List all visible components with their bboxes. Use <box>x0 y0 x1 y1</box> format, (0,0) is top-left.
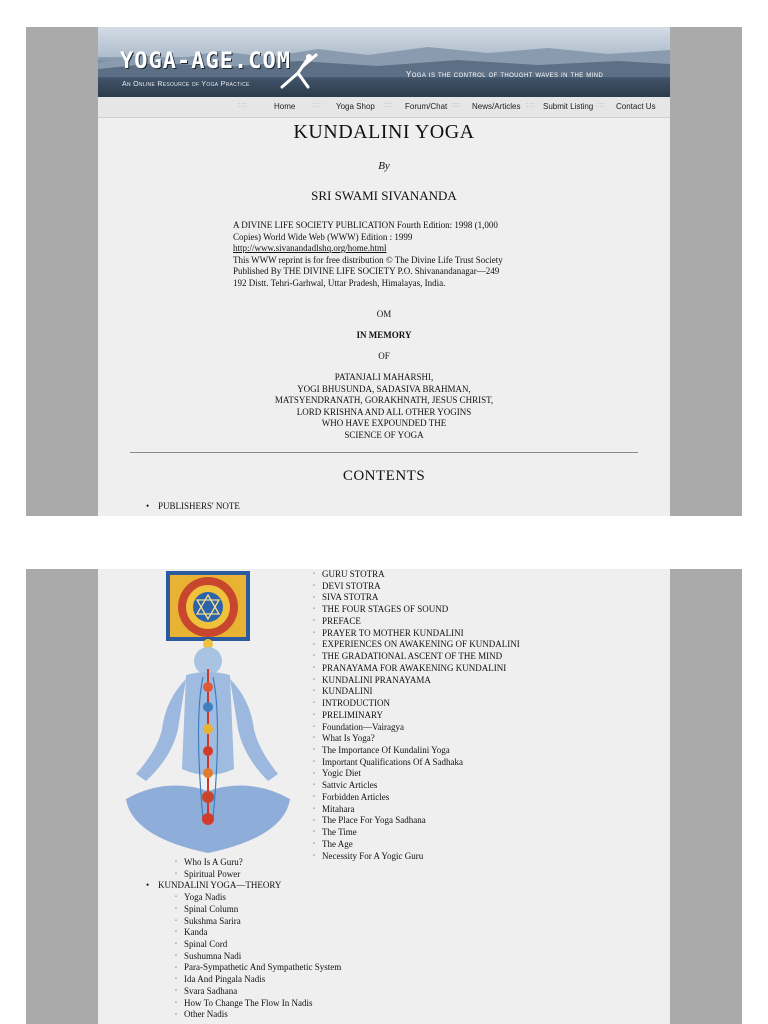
dedication-line: PATANJALI MAHARSHI, <box>334 372 434 382</box>
contents-item[interactable] <box>313 628 520 640</box>
contents-item[interactable] <box>146 880 341 892</box>
contents-item-label[interactable]: The Time <box>322 827 357 838</box>
document-page-1 <box>26 27 742 516</box>
document-title: KUNDALINI YOGA <box>293 121 475 143</box>
bullet-icon: ◦ <box>175 894 178 901</box>
pub-line: A DIVINE LIFE SOCIETY PUBLICATION Fourth Edition: 1998 (1,000 <box>233 220 498 230</box>
contents-item-label[interactable]: INTRODUCTION <box>322 698 390 709</box>
contents-item-label[interactable]: Important Qualifications Of A Sadhaka <box>322 756 463 767</box>
nav-separator: ::: <box>597 102 606 109</box>
bullet-icon: ◦ <box>175 941 178 948</box>
pub-line: Copies) World Wide Web (WWW) Edition : 1999 <box>233 231 413 242</box>
kundalini-chakra-figure <box>106 569 302 857</box>
bullet-icon: ◦ <box>175 917 178 924</box>
contents-item[interactable] <box>313 745 520 757</box>
bullet-icon: ◦ <box>313 805 316 812</box>
contents-item[interactable] <box>146 857 341 869</box>
nav-yoga-shop[interactable]: Yoga Shop <box>336 102 375 111</box>
contents-item-label[interactable]: Para-Sympathetic And Sympathetic System <box>184 962 342 973</box>
contents-item-label[interactable]: Sukshma Sarira <box>184 915 241 926</box>
nav-contact-us[interactable]: Contact Us <box>616 102 656 111</box>
contents-item-label[interactable]: Who Is A Guru? <box>184 857 243 867</box>
horizontal-rule <box>130 452 638 453</box>
contents-item[interactable] <box>313 839 520 851</box>
bullet-icon: ◦ <box>175 905 178 912</box>
site-banner <box>98 27 670 97</box>
contents-item[interactable] <box>313 710 520 722</box>
contents-item[interactable] <box>313 780 520 792</box>
bullet-icon: ◦ <box>313 852 316 859</box>
pub-link[interactable]: http://www.sivanandadlshq.org/home.html <box>233 243 387 253</box>
contents-item-label[interactable]: GURU STOTRA <box>322 569 385 579</box>
contents-item[interactable] <box>313 651 520 663</box>
contents-item-label[interactable]: Yogic Diet <box>322 768 361 779</box>
top-nav <box>98 97 670 118</box>
contents-item[interactable] <box>313 827 520 839</box>
page-2-content <box>98 569 670 1024</box>
publication-info <box>233 220 543 289</box>
contents-item-label[interactable]: Forbidden Articles <box>322 791 390 802</box>
nav-separator: ::: <box>384 102 393 109</box>
contents-item-label[interactable]: Yoga Nadis <box>184 892 226 903</box>
bullet-icon: ◦ <box>313 665 316 672</box>
contents-item-label[interactable]: Ida And Pingala Nadis <box>184 974 266 985</box>
bullet-icon: ◦ <box>175 988 178 995</box>
contents-item[interactable] <box>146 869 341 881</box>
dedication-line: YOGI BHUSUNDA, SADASIVA BRAHMAN, <box>297 383 471 394</box>
bullet-icon: ◦ <box>313 723 316 730</box>
site-logo[interactable]: YOGA-AGE.COM <box>120 49 291 74</box>
contents-item[interactable] <box>313 686 520 698</box>
contents-item-label[interactable]: The Age <box>322 838 353 849</box>
contents-item[interactable] <box>146 986 341 998</box>
bullet-icon: ◦ <box>313 770 316 777</box>
contents-heading: CONTENTS <box>342 468 426 484</box>
contents-item[interactable] <box>313 663 520 675</box>
dedication-block <box>98 372 670 441</box>
contents-item-label[interactable]: Mitahara <box>322 803 355 814</box>
contents-item-label[interactable]: THE GRADATIONAL ASCENT OF THE MIND <box>322 651 503 662</box>
contents-item-label[interactable]: SIVA STOTRA <box>322 592 379 603</box>
bullet-icon: ◦ <box>313 817 316 824</box>
bullet-icon: • <box>146 501 150 511</box>
contents-item-label[interactable]: KUNDALINI PRANAYAMA <box>322 674 431 685</box>
contents-item[interactable] <box>313 792 520 804</box>
contents-item-label[interactable]: PRELIMINARY <box>322 709 384 720</box>
contents-item[interactable] <box>313 804 520 816</box>
contents-item[interactable] <box>146 904 341 916</box>
author-name: SRI SWAMI SIVANANDA <box>311 188 457 203</box>
contents-item[interactable] <box>146 962 341 974</box>
contents-list-right <box>313 569 520 862</box>
pub-line: Published By THE DIVINE LIFE SOCIETY P.O. Shivanandanagar—249 <box>233 266 500 276</box>
contents-item-label[interactable]: Foundation—Vairagya <box>322 721 404 732</box>
contents-item[interactable] <box>146 892 341 904</box>
bullet-icon: ◦ <box>175 929 178 936</box>
contents-item-label[interactable]: PRANAYAMA FOR AWAKENING KUNDALINI <box>322 662 507 673</box>
bullet-icon: ◦ <box>313 571 316 578</box>
contents-item-label[interactable]: How To Change The Flow In Nadis <box>184 997 313 1008</box>
bullet-icon: ◦ <box>313 688 316 695</box>
contents-item-label[interactable]: PRAYER TO MOTHER KUNDALINI <box>322 627 464 638</box>
contents-item-label[interactable]: DEVI STOTRA <box>322 580 381 591</box>
contents-item[interactable] <box>313 581 520 593</box>
bullet-icon: ◦ <box>313 841 316 848</box>
bullet-icon: ◦ <box>313 758 316 765</box>
contents-item-label[interactable]: PUBLISHERS' NOTE <box>158 501 240 511</box>
contents-item[interactable] <box>313 722 520 734</box>
nav-separator: ::: <box>452 102 461 109</box>
bullet-icon: ◦ <box>175 999 178 1006</box>
contents-item-label[interactable]: Sattvic Articles <box>322 780 378 791</box>
bullet-icon: ◦ <box>313 641 316 648</box>
bullet-icon: ◦ <box>313 747 316 754</box>
site-tagline: Yoga is the control of thought waves in the mind <box>406 70 604 79</box>
bullet-icon: ◦ <box>313 629 316 636</box>
contents-item[interactable] <box>146 974 341 986</box>
bullet-icon: ◦ <box>313 582 316 589</box>
contents-item-label[interactable]: Kanda <box>184 927 208 938</box>
contents-item[interactable] <box>146 927 341 939</box>
nav-news-articles[interactable]: News/Articles <box>472 102 521 111</box>
dedication-line: SCIENCE OF YOGA <box>344 429 424 440</box>
contents-item-label[interactable]: Sushumna Nadi <box>184 950 242 961</box>
contents-item-label[interactable]: Svara Sadhana <box>184 985 238 996</box>
contents-item[interactable] <box>313 616 520 628</box>
nav-separator: ::: <box>526 102 535 109</box>
bullet-icon: ◦ <box>175 976 178 983</box>
nav-submit-listing[interactable]: Submit Listing <box>543 102 594 111</box>
bullet-icon: ◦ <box>313 676 316 683</box>
document-page-2 <box>26 569 742 1024</box>
contents-item[interactable] <box>146 501 240 511</box>
om-text: OM <box>376 309 392 319</box>
contents-item[interactable] <box>313 815 520 827</box>
nav-home[interactable]: Home <box>274 102 296 111</box>
page-1-content <box>98 27 670 516</box>
dedication-line: LORD KRISHNA AND ALL OTHER YOGINS <box>296 406 472 417</box>
bullet-icon: ◦ <box>313 735 316 742</box>
contents-item-label[interactable]: KUNDALINI <box>322 686 373 697</box>
contents-item-label[interactable]: The Place For Yoga Sadhana <box>322 815 426 826</box>
contents-item[interactable] <box>313 768 520 780</box>
bullet-icon: ◦ <box>313 711 316 718</box>
dedication-line: MATSYENDRANATH, GORAKHNATH, JESUS CHRIST, <box>274 395 494 405</box>
bullet-icon: ◦ <box>175 870 178 877</box>
contents-item[interactable] <box>313 851 520 863</box>
bullet-icon: ◦ <box>313 653 316 660</box>
nav-forum-chat[interactable]: Forum/Chat <box>405 102 448 111</box>
contents-item[interactable] <box>313 604 520 616</box>
pub-line: This WWW reprint is for free distribution © The Divine Life Trust Society <box>233 254 503 265</box>
contents-item-label[interactable]: Spinal Cord <box>184 939 228 949</box>
contents-item[interactable] <box>313 639 520 651</box>
of-text: OF <box>378 351 390 361</box>
contents-item-label[interactable]: KUNDALINI YOGA—THEORY <box>158 880 282 891</box>
pub-line: 192 Distt. Tehri-Garhwal, Uttar Pradesh, Himalayas, India. <box>233 277 446 288</box>
bullet-icon: ◦ <box>313 700 316 707</box>
contents-item-label[interactable]: What Is Yoga? <box>322 733 375 744</box>
contents-item[interactable] <box>146 1009 341 1021</box>
logo-subtitle: An Online Resource of Yoga Practice <box>122 81 250 88</box>
contents-item[interactable] <box>146 951 341 963</box>
bullet-icon: • <box>146 880 150 891</box>
bullet-icon: ◦ <box>175 964 178 971</box>
bullet-icon: ◦ <box>313 794 316 801</box>
contents-item-label[interactable]: Spinal Column <box>184 903 239 914</box>
contents-item[interactable] <box>313 757 520 769</box>
by-line: By <box>378 160 390 172</box>
bullet-icon: ◦ <box>313 618 316 625</box>
bullet-icon: ◦ <box>313 594 316 601</box>
contents-item[interactable] <box>313 698 520 710</box>
contents-item-label[interactable]: Spiritual Power <box>184 868 241 879</box>
contents-item[interactable] <box>313 569 520 581</box>
contents-item-label[interactable]: Necessity For A Yogic Guru <box>322 850 424 861</box>
yoga-pose-icon <box>276 51 322 91</box>
contents-item-label[interactable]: Other Nadis <box>184 1009 228 1020</box>
contents-item[interactable] <box>146 998 341 1010</box>
nav-separator: ::: <box>238 102 247 109</box>
contents-item-label[interactable]: The Importance Of Kundalini Yoga <box>322 745 450 756</box>
contents-item[interactable] <box>313 592 520 604</box>
contents-list-lower <box>146 857 341 1021</box>
contents-item-label[interactable]: THE FOUR STAGES OF SOUND <box>322 604 449 615</box>
bullet-icon: ◦ <box>175 952 178 959</box>
bullet-icon: ◦ <box>313 782 316 789</box>
bullet-icon: ◦ <box>175 1011 178 1018</box>
bullet-icon: ◦ <box>313 606 316 613</box>
bullet-icon: ◦ <box>313 829 316 836</box>
contents-item-label[interactable]: PREFACE <box>322 615 361 626</box>
dedication-line: WHO HAVE EXPOUNDED THE <box>321 418 447 428</box>
contents-item-label[interactable]: EXPERIENCES ON AWAKENING OF KUNDALINI <box>322 639 520 650</box>
in-memory-text: IN MEMORY <box>356 330 412 340</box>
nav-separator: ::: <box>313 102 322 109</box>
contents-item[interactable] <box>313 733 520 745</box>
contents-item[interactable] <box>146 916 341 928</box>
bullet-icon: ◦ <box>175 859 178 866</box>
contents-item[interactable] <box>146 939 341 951</box>
contents-item[interactable] <box>313 675 520 687</box>
